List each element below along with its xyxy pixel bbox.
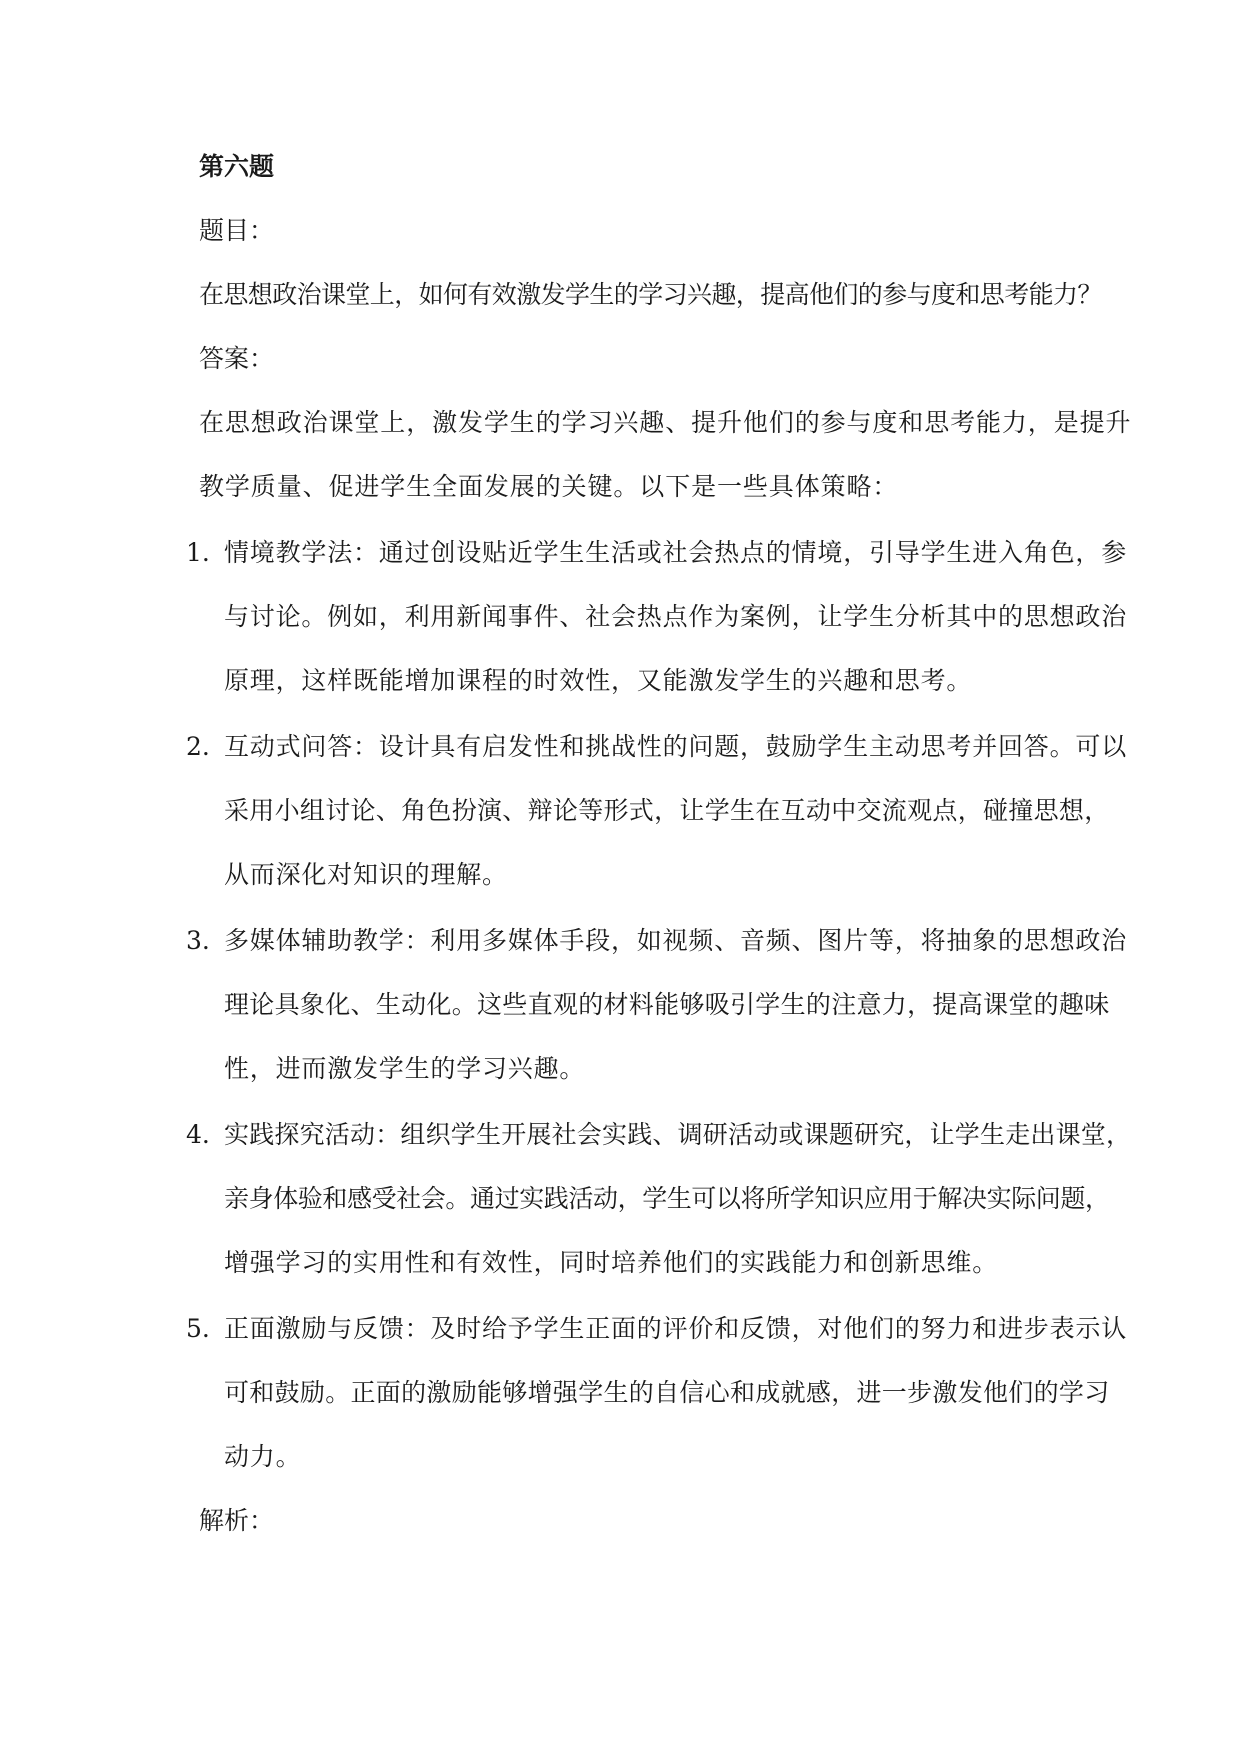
answer-intro-line-1: 在思想政治课堂上，激发学生的学习兴趣、提升他们的参与度和思考能力，是提升 bbox=[199, 408, 1132, 437]
list-item-line: 多媒体辅助教学：利用多媒体手段，如视频、音频、图片等，将抽象的思想政治 bbox=[224, 926, 1128, 955]
list-item-line: 与讨论。例如，利用新闻事件、社会热点作为案例，让学生分析其中的思想政治 bbox=[224, 602, 1128, 631]
list-item-line: 从而深化对知识的理解。 bbox=[224, 860, 508, 889]
page-title: 第六题 bbox=[199, 152, 275, 181]
list-item-line: 情境教学法：通过创设贴近学生生活或社会热点的情境，引导学生进入角色，参 bbox=[224, 538, 1128, 567]
list-item-line: 动力。 bbox=[224, 1442, 302, 1471]
list-item-line: 理论具象化、生动化。这些直观的材料能够吸引学生的注意力，提高课堂的趣味 bbox=[224, 990, 1110, 1019]
list-item-number: 4. bbox=[186, 1120, 210, 1149]
list-item-line: 性，进而激发学生的学习兴趣。 bbox=[224, 1054, 586, 1083]
list-item-line: 增强学习的实用性和有效性，同时培养他们的实践能力和创新思维。 bbox=[224, 1248, 999, 1277]
list-item-number: 2. bbox=[186, 732, 210, 761]
list-item-number: 3. bbox=[186, 926, 210, 955]
list-item-line: 可和鼓励。正面的激励能够增强学生的自信心和成就感，进一步激发他们的学习 bbox=[224, 1378, 1110, 1407]
answer-intro-line-2: 教学质量、促进学生全面发展的关键。以下是一些具体策略： bbox=[199, 472, 899, 501]
analysis-label: 解析： bbox=[199, 1506, 275, 1535]
list-item-line: 实践探究活动：组织学生开展社会实践、调研活动或课题研究，让学生走出课堂， bbox=[224, 1120, 1132, 1149]
answer-label: 答案： bbox=[199, 344, 275, 373]
list-item-line: 原理，这样既能增加课程的时效性，又能激发学生的兴趣和思考。 bbox=[224, 666, 973, 695]
list-item-line: 正面激励与反馈：及时给予学生正面的评价和反馈，对他们的努力和进步表示认 bbox=[224, 1314, 1128, 1343]
list-item-line: 亲身体验和感受社会。通过实践活动，学生可以将所学知识应用于解决实际问题， bbox=[224, 1184, 1110, 1213]
question-text: 在思想政治课堂上，如何有效激发学生的学习兴趣，提高他们的参与度和思考能力？ bbox=[199, 280, 1102, 309]
question-label: 题目： bbox=[199, 216, 275, 245]
list-item-line: 互动式问答：设计具有启发性和挑战性的问题，鼓励学生主动思考并回答。可以 bbox=[224, 732, 1128, 761]
list-item-line: 采用小组讨论、角色扮演、辩论等形式，让学生在互动中交流观点，碰撞思想， bbox=[224, 796, 1110, 825]
list-item-number: 1. bbox=[186, 538, 210, 567]
list-item-number: 5. bbox=[186, 1314, 210, 1343]
